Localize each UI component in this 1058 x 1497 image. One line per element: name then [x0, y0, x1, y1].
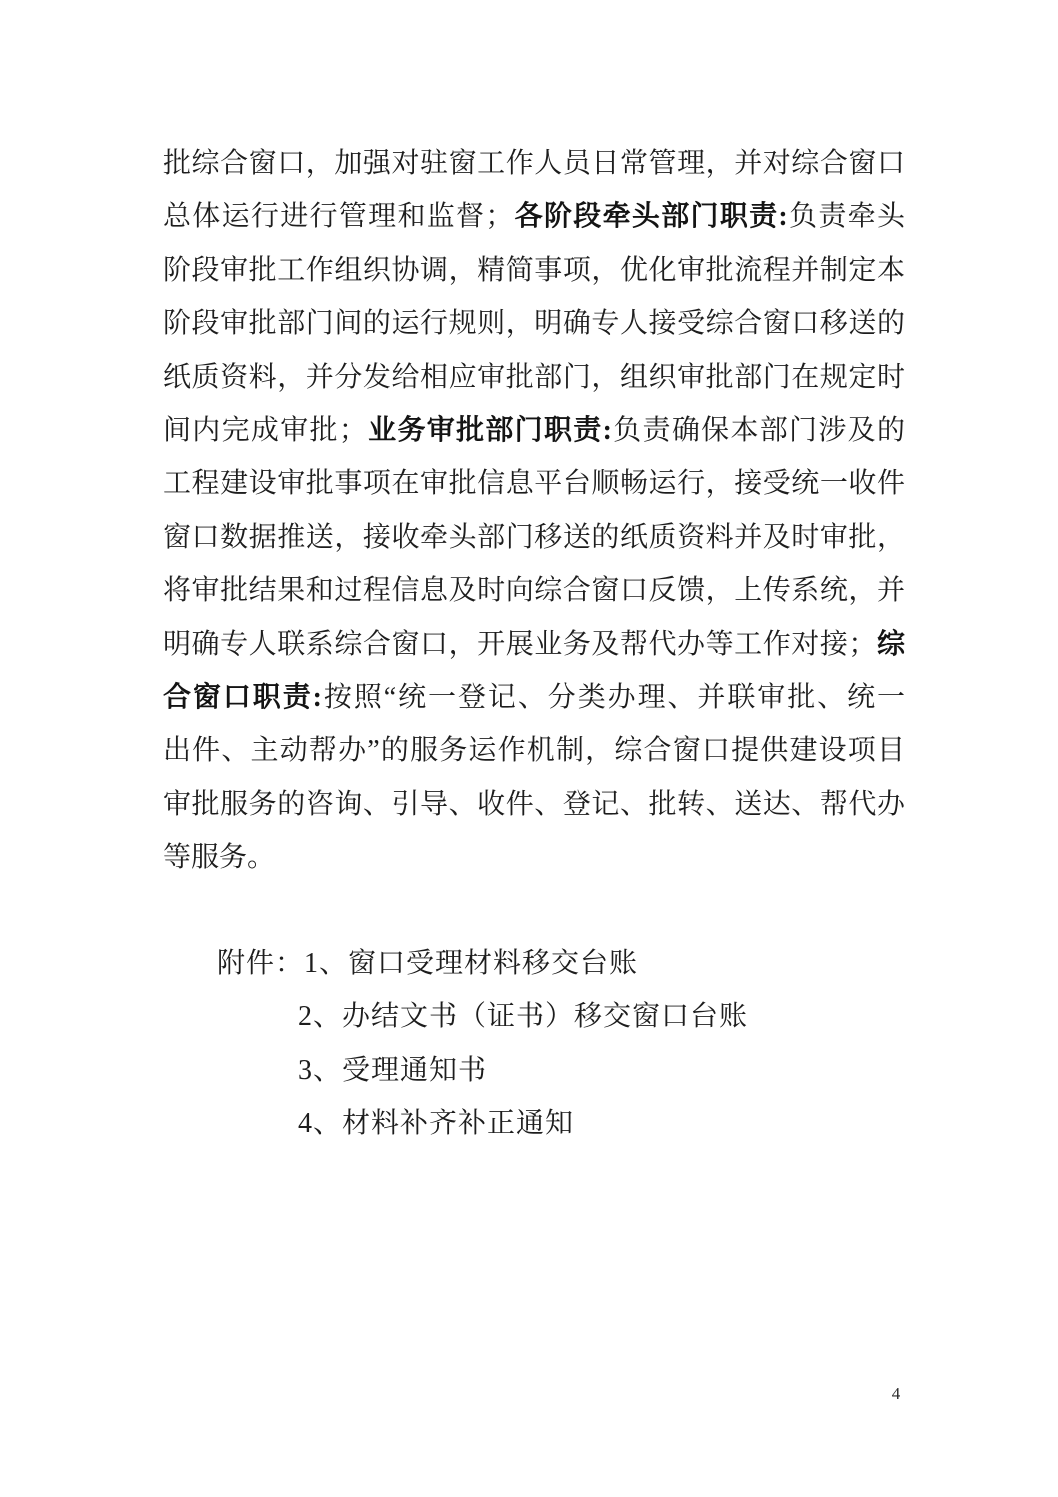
body-line-bold: 业务审批部门职责:	[366, 414, 612, 446]
body-line-text: 阶段审批工作组织协调，精简事项，优化审批流程并制定本	[163, 254, 905, 286]
attachment-item-text: 3、受理通知书	[298, 1054, 488, 1086]
body-line	[163, 831, 905, 884]
body-line-bold: 综	[876, 628, 905, 660]
body-line-text: 纸质资料，并分发给相应审批部门，组织审批部门在规定时	[163, 361, 905, 393]
body-line-bold: 各阶段牵头部门职责:	[513, 201, 788, 233]
body-line-text: 将审批结果和过程信息及时向综合窗口反馈，上传系统，并	[163, 575, 905, 607]
body-line-text: 窗口数据推送，接收牵头部门移送的纸质资料并及时审批，	[163, 521, 905, 553]
body-line-text: 总体运行进行管理和监督；	[163, 201, 514, 233]
attachment-item-text: 4、材料补齐补正通知	[298, 1108, 575, 1140]
body-line	[163, 778, 905, 831]
body-line-text: 审批服务的咨询、引导、收件、登记、批转、送达、帮代办	[163, 788, 905, 820]
body-line-text: 阶段审批部门间的运行规则，明确专人接受综合窗口移送的	[163, 308, 905, 340]
body-line-text: 出件、主动帮办”的服务运作机制，综合窗口提供建设项目	[163, 735, 905, 767]
attachment-item	[163, 990, 905, 1043]
body-line	[163, 564, 905, 617]
body-line-text: 明确专人联系综合窗口，开展业务及帮代办等工作对接；	[163, 628, 877, 660]
body-line	[163, 244, 905, 297]
body-line	[163, 351, 905, 404]
body-line-text: 等服务。	[163, 842, 276, 874]
body-line	[163, 404, 905, 457]
body-line-text: 按照“统一登记、分类办理、并联审批、统一	[321, 681, 906, 713]
body-line	[163, 618, 905, 671]
body-line-text: 负责确保本部门涉及的	[611, 414, 905, 446]
body-line	[163, 297, 905, 350]
attachment-item	[163, 937, 905, 990]
attachment-item-text: 1、窗口受理材料移交台账	[304, 948, 639, 979]
body-line-text: 间内完成审批；	[163, 414, 367, 446]
attachment-item	[163, 1044, 905, 1097]
body-line-text: 工程建设审批事项在审批信息平台顺畅运行，接受统一收件	[163, 468, 905, 500]
body-line	[163, 724, 905, 777]
attachment-item-text: 2、办结文书（证书）移交窗口台账	[298, 1001, 749, 1033]
attachments-label: 附件：	[217, 948, 305, 979]
body-line-text: 负责牵头	[787, 201, 905, 233]
attachment-item	[163, 1097, 905, 1150]
page-number: 4	[891, 1384, 901, 1403]
body-line-bold: 合窗口职责:	[163, 681, 322, 713]
body-line	[163, 511, 905, 564]
body-line	[163, 457, 905, 510]
body-line	[163, 137, 905, 190]
body-line-text: 批综合窗口，加强对驻窗工作人员日常管理，并对综合窗口	[163, 148, 905, 179]
body-line	[163, 671, 905, 724]
attachments-list	[163, 937, 905, 1151]
body-paragraph	[163, 137, 905, 884]
body-line	[163, 190, 905, 243]
